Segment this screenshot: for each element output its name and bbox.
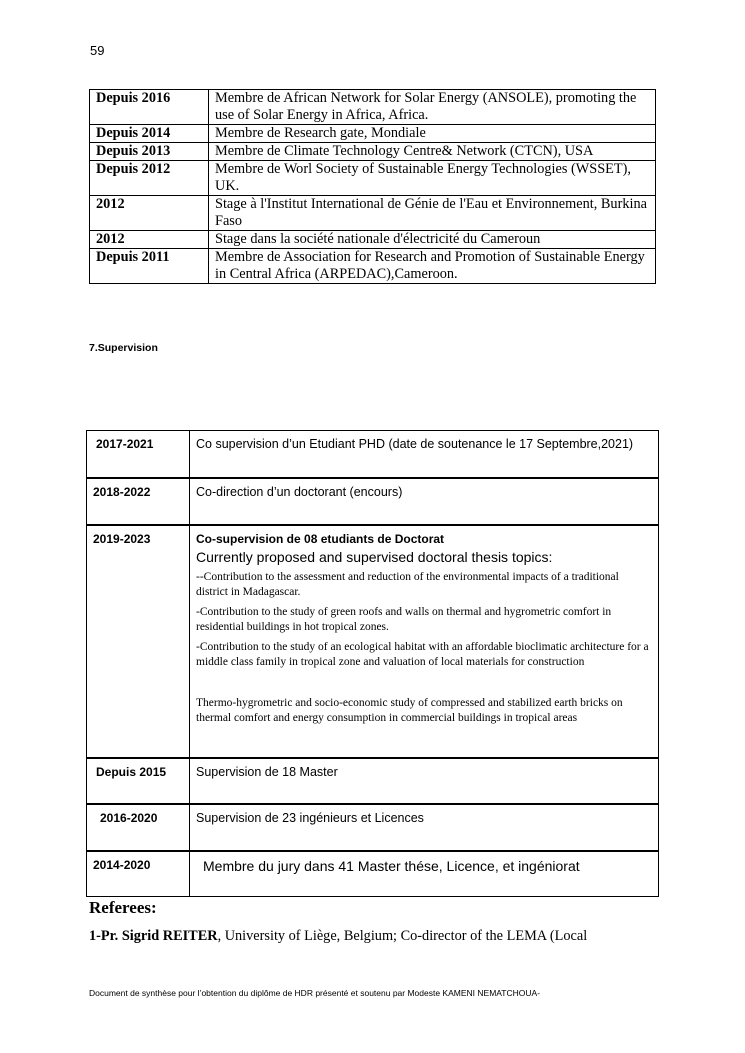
membership-period: 2012 <box>90 196 209 231</box>
table-row <box>87 525 659 758</box>
supervision-table <box>86 430 659 897</box>
membership-period: Depuis 2016 <box>90 90 209 125</box>
table-row <box>87 478 659 525</box>
supervision-title: Co-supervision de 08 etudiants de Doctorat <box>196 531 445 546</box>
membership-description: Membre de Climate Technology Centre& Network (CTCN), USA <box>209 143 656 161</box>
membership-period: Depuis 2014 <box>90 125 209 143</box>
supervision-description: Supervision de 23 ingénieurs et Licences <box>190 804 659 851</box>
table-row <box>90 90 656 125</box>
membership-period: 2012 <box>90 231 209 249</box>
supervision-period: Depuis 2015 <box>87 758 190 804</box>
table-row <box>87 851 659 897</box>
thesis-topic: Thermo-hygrometric and socio-economic study of compressed and stabilized earth bricks on thermal comfort and energy consumption in commercial buildings in tropical areas <box>196 696 623 724</box>
supervision-period: 2014-2020 <box>87 851 190 897</box>
membership-description: Stage dans la société nationale d'électricité du Cameroun <box>209 231 656 249</box>
membership-description: Membre de African Network for Solar Energy (ANSOLE), promoting the use of Solar Energy in Africa, Africa. <box>209 90 656 125</box>
referee-details: , University of Liège, Belgium; Co-director of the LEMA (Local <box>217 928 588 944</box>
thesis-topic: -Contribution to the study of green roofs and walls on thermal and hygrometric comfort in residential buildings in hot tropical zones. <box>196 605 612 633</box>
supervision-period: 2018-2022 <box>87 478 190 525</box>
membership-description: Stage à l'Institut International de Génie de l'Eau et Environnement, Burkina Faso <box>209 196 656 231</box>
page-footer: Document de synthèse pour l’obtention du diplôme de HDR présenté et soutenu par Modeste KAMENI NEMATCHOUA- <box>89 988 541 998</box>
table-row <box>87 758 659 804</box>
supervision-description <box>190 525 659 758</box>
supervision-period: 2019-2023 <box>87 525 190 758</box>
topics-heading: Currently proposed and supervised doctoral thesis topics: <box>196 548 553 565</box>
membership-description: Membre de Research gate, Mondiale <box>209 125 656 143</box>
supervision-description: Membre du jury dans 41 Master thése, Licence, et ingéniorat <box>190 851 659 897</box>
thesis-topic: --Contribution to the assessment and reduction of the environmental impacts of a traditional district in Madagascar. <box>196 570 619 598</box>
membership-period: Depuis 2013 <box>90 143 209 161</box>
table-row <box>90 125 656 143</box>
table-row <box>87 431 659 478</box>
memberships-table <box>89 89 656 284</box>
referees-heading: Referees: <box>89 898 157 917</box>
supervision-description: Co-direction d’un doctorant (encours) <box>190 478 659 525</box>
table-row <box>87 804 659 851</box>
supervision-description: Co supervision d’un Etudiant PHD (date de soutenance le 17 Septembre,2021) <box>190 431 659 478</box>
section-heading-supervision: 7.Supervision <box>89 342 158 354</box>
membership-description: Membre de Association for Research and Promotion of Sustainable Energy in Central Africa (ARPEDAC),Cameroon. <box>209 249 656 284</box>
table-row <box>90 231 656 249</box>
table-row <box>90 249 656 284</box>
membership-description: Membre de Worl Society of Sustainable Energy Technologies (WSSET), UK. <box>209 161 656 196</box>
table-row <box>90 143 656 161</box>
supervision-description: Supervision de 18 Master <box>190 758 659 804</box>
referee-entry <box>89 928 587 945</box>
table-row <box>90 161 656 196</box>
thesis-topic: -Contribution to the study of an ecological habitat with an affordable bioclimatic architecture for a middle class family in tropical zone and valuation of local materials for construction <box>196 640 649 668</box>
membership-period: Depuis 2011 <box>90 249 209 284</box>
supervision-period: 2016-2020 <box>87 804 190 851</box>
table-row <box>90 196 656 231</box>
membership-period: Depuis 2012 <box>90 161 209 196</box>
page-number: 59 <box>90 43 105 58</box>
supervision-period: 2017-2021 <box>87 431 190 478</box>
referee-name: 1-Pr. Sigrid REITER <box>89 928 218 944</box>
